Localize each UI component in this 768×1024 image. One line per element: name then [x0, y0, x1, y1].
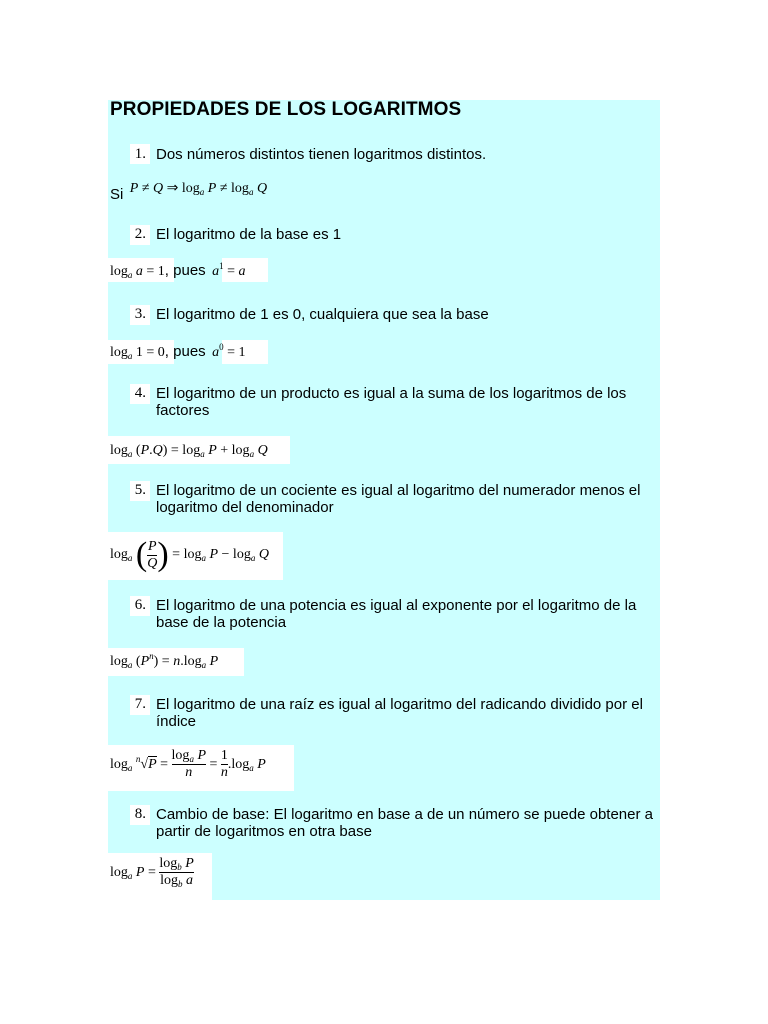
formula-prefix: Si [110, 186, 124, 203]
formula-1: Si P ≠ Q ⇒ $\log_a P \ne \log_a Q$ [110, 181, 268, 203]
formula-8: $\log_a P$ = $\frac{\log_b P}{\log_b a}$ [110, 856, 194, 889]
property-text: El logaritmo de una potencia es igual al exponente por el logaritmo de la base de la potencia [156, 597, 637, 631]
formula-5: $\log_a$ ( $\frac{P}{Q}$ ) = $\log_a P - \log_a Q$ [110, 536, 269, 573]
property-text: El logaritmo de la base es 1 [156, 226, 342, 243]
property-number: 2. [134, 226, 146, 242]
formula-connector: , pues [164, 262, 206, 279]
property-number: 6. [134, 597, 146, 613]
property-text: El logaritmo de 1 es 0, cualquiera que sea la base [156, 306, 489, 323]
property-number: 7. [134, 696, 146, 712]
formula-7: $\log_a ^n√P$ = $\frac{\log_a P}{n}$ = $\frac{1}{n}$ $.\log_a$ P [110, 748, 266, 780]
formula-6: $\log_a (P^n) = n.\log_a$ P [110, 651, 219, 670]
property-text: El logaritmo de una raíz es igual al logaritmo del radicando dividido por el índice [156, 696, 643, 730]
property-number: 5. [134, 482, 146, 498]
property-number: 3. [134, 306, 146, 322]
formula-4: $\log_a (P.Q) = \log_a P + \log_a Q$ [110, 443, 268, 459]
property-number: 4. [134, 385, 146, 401]
formula-connector: , pues [164, 343, 206, 360]
formula-3: $\log_a 1 = 0$, pues $a^0 = 1$ [110, 342, 246, 361]
property-number: 8. [134, 806, 146, 822]
property-text: El logaritmo de un producto es igual a la suma de los logaritmos de los factores [156, 385, 627, 419]
formula-2: $\log_a a = 1$, pues $a^1 = a$ [110, 261, 246, 280]
property-text: Dos números distintos tienen logaritmos distintos. [156, 146, 487, 163]
property-text: El logaritmo de un cociente es igual al logaritmo del numerador menos el logaritmo del denominador [156, 482, 641, 516]
page-title: PROPIEDADES DE LOS LOGARITMOS [110, 99, 462, 120]
property-text: Cambio de base: El logaritmo en base a de un número se puede obtener a partir de logaritmos en otra base [156, 806, 653, 840]
property-number: 1. [134, 146, 146, 162]
